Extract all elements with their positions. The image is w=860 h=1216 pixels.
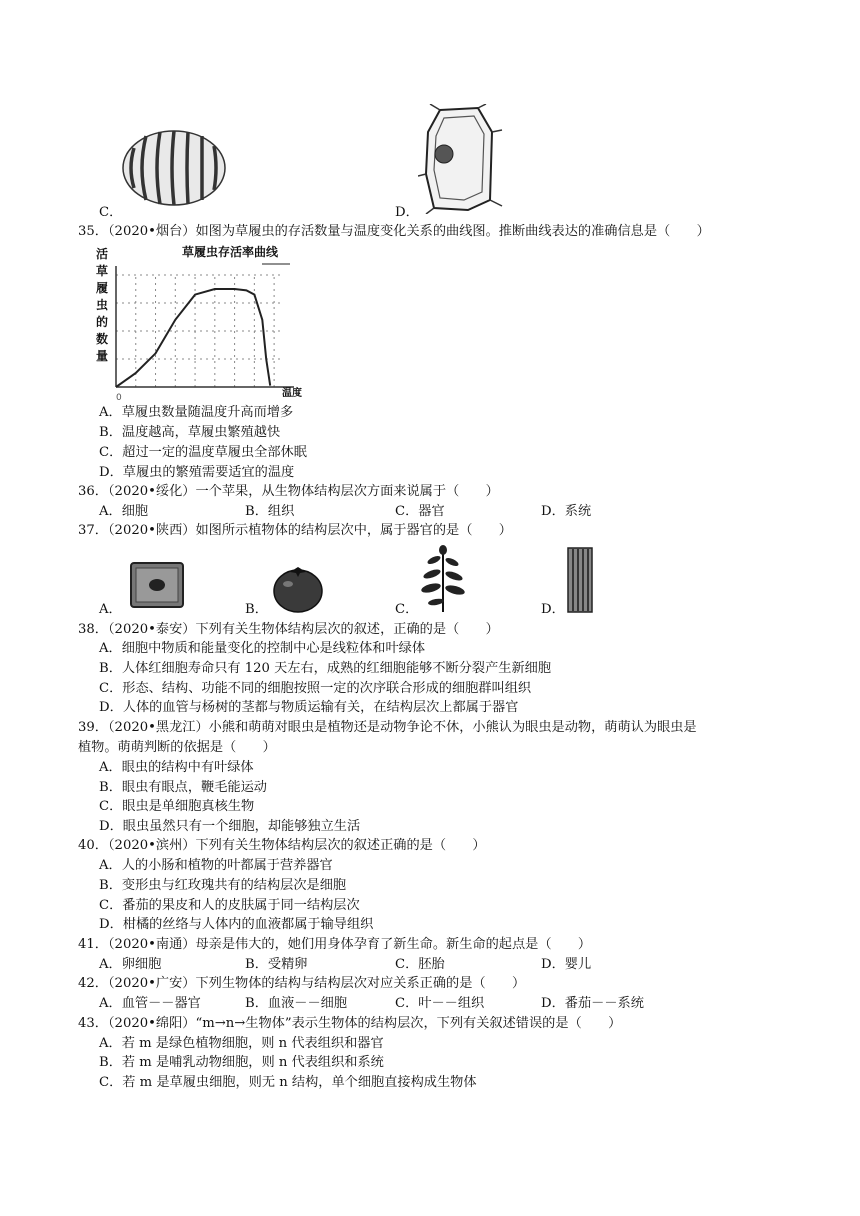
q36-option-b[interactable]: B．组织 <box>245 504 295 519</box>
watermelon-picture <box>122 128 226 208</box>
y-label-char: 活 <box>96 247 109 261</box>
q40-option-d[interactable]: D．柑橘的丝络与人体内的血液都属于输导组织 <box>99 917 374 932</box>
q35-option-d[interactable]: D．草履虫的繁殖需要适宜的温度 <box>99 465 295 480</box>
q43-option-a[interactable]: A．若 m 是绿色植物细胞，则 n 代表组织和器官 <box>99 1036 384 1051</box>
q35-stem: 35．（2020•烟台）如图为草履虫的存活数量与温度变化关系的曲线图。推断曲线表达的准确信息是（ ） <box>78 224 710 239</box>
q39-option-d[interactable]: D．眼虫虽然只有一个细胞，却能够独立生活 <box>99 819 361 834</box>
q41-option-b[interactable]: B．受精卵 <box>245 957 308 972</box>
tissue-block-picture <box>128 560 186 610</box>
tomato-picture <box>272 564 324 614</box>
q36-stem: 36．（2020•绥化）一个苹果，从生物体结构层次方面来说属于（ ） <box>78 484 499 499</box>
top-option-d-label: D． <box>395 205 419 220</box>
y-label-char: 量 <box>96 349 109 363</box>
q37-option-b[interactable]: B． <box>245 602 268 617</box>
q42-option-a[interactable]: A．血管－－器官 <box>99 996 201 1011</box>
q39-stem-line1: 39．（2020•黑龙江）小熊和萌萌对眼虫是植物还是动物争论不休，小熊认为眼虫是动物，萌萌认为眼虫是 <box>78 720 697 735</box>
q39-option-c[interactable]: C．眼虫是单细胞真核生物 <box>99 799 255 814</box>
q43-option-b[interactable]: B．若 m 是哺乳动物细胞，则 n 代表组织和系统 <box>99 1055 384 1070</box>
chart-grid <box>116 275 284 387</box>
survival-curve <box>116 289 270 387</box>
q37-option-a[interactable]: A． <box>99 602 122 617</box>
q38-option-d[interactable]: D．人体的血管与杨树的茎都与物质运输有关，在结构层次上都属于器官 <box>99 700 519 715</box>
q38-option-b[interactable]: B．人体红细胞寿命只有 120 天左右，成熟的红细胞能够不断分裂产生新细胞 <box>99 661 552 676</box>
q36-option-c[interactable]: C．器官 <box>395 504 445 519</box>
q42-option-b[interactable]: B．血液－－细胞 <box>245 996 348 1011</box>
whole-plant-picture <box>420 544 466 614</box>
q39-stem-line2: 植物。萌萌判断的依据是（ ） <box>78 740 276 755</box>
q37-stem: 37．（2020•陕西）如图所示植物体的结构层次中，属于器官的是（ ） <box>78 523 512 538</box>
q41-option-d[interactable]: D．婴儿 <box>541 957 592 972</box>
q35-option-b[interactable]: B．温度越高，草履虫繁殖越快 <box>99 425 281 440</box>
q42-option-c[interactable]: C．叶－－组织 <box>395 996 485 1011</box>
q41-option-a[interactable]: A．卵细胞 <box>99 957 162 972</box>
q38-option-c[interactable]: C．形态、结构、功能不同的细胞按照一定的次序联合形成的细胞群叫组织 <box>99 681 532 696</box>
y-label-char: 虫 <box>96 298 109 312</box>
y-label-char: 履 <box>96 281 109 295</box>
q39-option-b[interactable]: B．眼虫有眼点，鞭毛能运动 <box>99 780 267 795</box>
q41-option-c[interactable]: C．胚胎 <box>395 957 445 972</box>
q35-option-a[interactable]: A．草履虫数量随温度升高而增多 <box>99 405 294 420</box>
chart-title: 草履虫存活率曲线 <box>182 245 279 259</box>
y-axis-label <box>96 246 108 363</box>
y-label-char: 数 <box>96 332 109 346</box>
q41-stem: 41．（2020•南通）母亲是伟大的，她们用身体孕育了新生命。新生命的起点是（ ） <box>78 937 592 952</box>
paramecium-survival-chart <box>94 242 314 404</box>
q38-option-a[interactable]: A．细胞中物质和能量变化的控制中心是线粒体和叶绿体 <box>99 641 426 656</box>
q36-option-d[interactable]: D．系统 <box>541 504 592 519</box>
q42-stem: 42．（2020•广安）下列生物体的结构与结构层次对应关系正确的是（ ） <box>78 976 526 991</box>
q42-option-d[interactable]: D．番茄－－系统 <box>541 996 644 1011</box>
origin-label: 0 <box>116 393 122 403</box>
q35-option-c[interactable]: C．超过一定的温度草履虫全部休眠 <box>99 445 307 460</box>
q43-stem: 43．（2020•绵阳）“m→n→生物体”表示生物体的结构层次，下列有关叙述错误的是（ ） <box>78 1016 622 1031</box>
q40-option-b[interactable]: B．变形虫与红玫瑰共有的结构层次是细胞 <box>99 878 347 893</box>
q39-option-a[interactable]: A．眼虫的结构中有叶绿体 <box>99 760 254 775</box>
q43-option-c[interactable]: C．若 m 是草履虫细胞，则无 n 结构，单个细胞直接构成生物体 <box>99 1075 477 1090</box>
y-label-char: 草 <box>96 264 109 278</box>
q40-option-a[interactable]: A．人的小肠和植物的叶都属于营养器官 <box>99 858 333 873</box>
top-option-c-label: C． <box>99 205 123 220</box>
x-axis-label: 温度 <box>282 388 302 399</box>
q38-stem: 38．（2020•泰安）下列有关生物体结构层次的叙述，正确的是（ ） <box>78 622 499 637</box>
q37-option-c[interactable]: C． <box>395 602 419 617</box>
q40-stem: 40．（2020•滨州）下列有关生物体结构层次的叙述正确的是（ ） <box>78 838 486 853</box>
y-label-char: 的 <box>96 315 109 329</box>
q40-option-c[interactable]: C．番茄的果皮和人的皮肤属于同一结构层次 <box>99 898 360 913</box>
q36-option-a[interactable]: A．细胞 <box>99 504 149 519</box>
plant-cell-picture <box>418 104 504 214</box>
q37-option-d[interactable]: D． <box>541 602 565 617</box>
stem-tissue-picture <box>566 546 594 614</box>
